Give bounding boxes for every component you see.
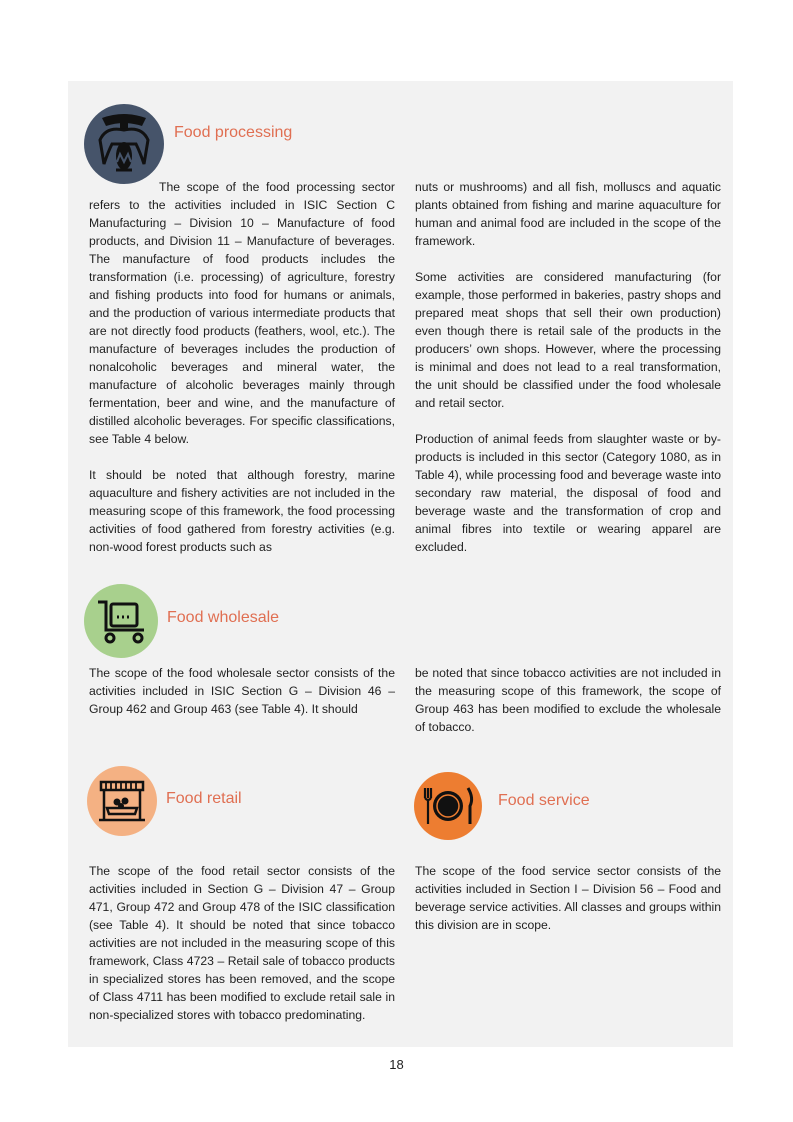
wholesale-paragraph: be noted that since tobacco activities are not included in the measuring scope of this framework, the scope of Group 463 has been modified to exclude the wholesale of tobacco. xyxy=(415,666,721,734)
food-retail-column xyxy=(89,862,395,1024)
processing-paragraph: The scope of the food processing sector refers to the activities included in ISIC Section C Manufacturing – Division 10 – Manufacture of food products, and Division 11 – Manufacture of beverages. The manufacture of food products includes the transformation (i.e. processing) of agriculture, forestry and fishing products into food for humans or animals, and the production of various intermediate products that are not directly food products (feathers, wool, etc.). The manufacture of beverages includes the production of nonalcoholic beverages and mineral water, the manufacture of alcoholic beverages mainly through fermentation, beer and wine, and the manufacture of distilled alcoholic beverages. For specific classifications, see Table 4 below. xyxy=(89,180,395,446)
processing-paragraph: Production of animal feeds from slaughter waste or by-products is included in this sector (Category 1080, as in Table 4), while processing food and beverage waste into secondary raw material, the disposal of food and beverage waste and the transformation of crop and animal fibres into textile or wearing apparel are excluded. xyxy=(415,432,721,554)
processing-paragraph: Some activities are considered manufacturing (for example, those performed in bakeries, pastry shops and prepared meat shops that sell their own production) even though there is retail sale of the products in the producers’ own shops. However, where the processing is minimal and does not lead to a real transformation, the unit should be classified under the food wholesale and retail sector. xyxy=(415,270,721,410)
food-processing-right-column xyxy=(415,178,721,556)
plate-cutlery-icon xyxy=(414,772,482,840)
food-wholesale-heading: Food wholesale xyxy=(167,609,280,626)
food-service-column xyxy=(415,862,721,934)
service-paragraph: The scope of the food service sector consists of the activities included in Section I – Division 56 – Food and beverage service activities. All classes and groups within this division are in scope. xyxy=(415,864,721,932)
market-stall-icon xyxy=(87,766,157,836)
page-number: 18 xyxy=(389,1057,404,1072)
retail-paragraph: The scope of the food retail sector consists of the activities included in Section G – Division 47 – Group 471, Group 472 and Group 478 of the ISIC classification (see Table 4). It should be noted that since tobacco activities are not included in the measuring scope of this framework, Class 4723 – Retail sale of tobacco products in specialized stores has been removed, and the scope of Class 4711 has been modified to exclude retail sale in non-specialized stores with tobacco predominating. xyxy=(89,864,395,1022)
processing-paragraph: nuts or mushrooms) and all fish, molluscs and aquatic plants obtained from fishing and marine aquaculture for human and animal food are included in the scope of the framework. xyxy=(415,180,721,248)
wholesale-paragraph: The scope of the food wholesale sector consists of the activities included in ISIC Section G – Division 46 – Group 462 and Group 463 (see Table 4). It should xyxy=(89,666,395,716)
food-service-heading: Food service xyxy=(498,792,590,809)
food-wholesale-left-column xyxy=(89,664,395,718)
wholesale-cart-icon xyxy=(84,584,158,658)
food-wholesale-right-column xyxy=(415,664,721,736)
food-retail-heading: Food retail xyxy=(166,790,242,807)
food-processing-icon xyxy=(84,104,164,184)
food-processing-left-column xyxy=(89,178,395,556)
food-processing-heading: Food processing xyxy=(174,124,293,141)
processing-paragraph: It should be noted that although forestry, marine aquaculture and fishery activities are not included in the measuring scope of this framework, the food processing activities of food gathered from forestry activities (e.g. non-wood forest products such as xyxy=(89,468,395,554)
